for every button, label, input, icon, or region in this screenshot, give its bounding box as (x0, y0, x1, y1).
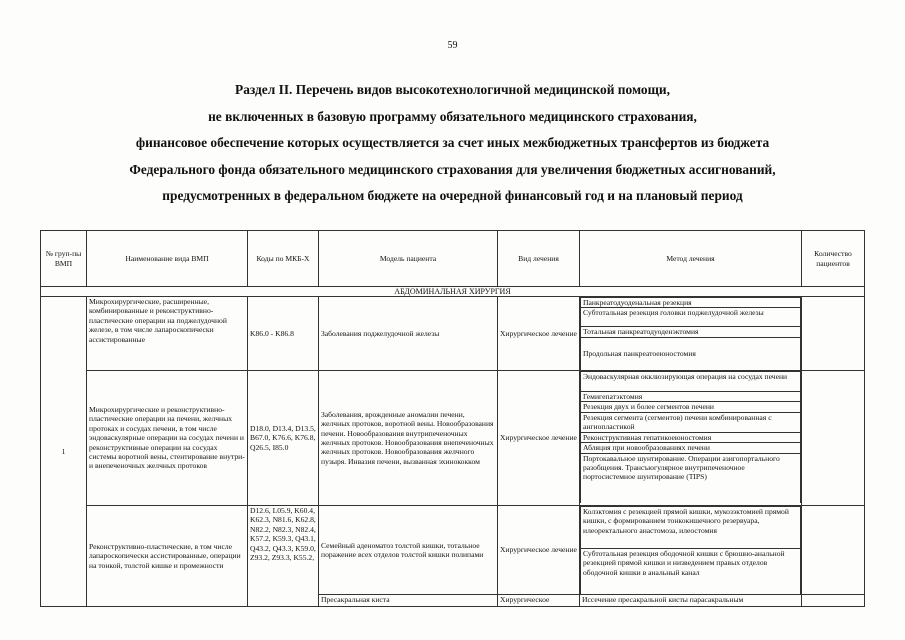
method-cell: Иссечение пресакральной кисты парасакральным (580, 595, 802, 607)
method-cell (580, 297, 802, 371)
table-row (41, 370, 865, 505)
treatment-type-cell: Хирургическое лечение (498, 297, 580, 371)
header-patient-count: Количество пациентов (802, 231, 865, 287)
method-item: Гемигепатэктомия (581, 391, 801, 401)
patient-count-cell (802, 505, 865, 595)
method-cell (580, 370, 802, 505)
method-item: Тотальная панкреатодуоденэктомия (581, 327, 801, 338)
document-title (0, 77, 905, 210)
method-item: Реконструктивная гепатикоеюностомия (581, 432, 801, 442)
vmp-name-cell: Реконструктивно-пластические, в том числе лапароскопически ассистированные, операции на тонкой, толстой кишке и промежности (87, 505, 248, 607)
title-line: не включенных в базовую программу обязательного медицинского страхования, (208, 108, 697, 124)
method-cell (580, 505, 802, 595)
patient-model-cell: Пресакральная киста (319, 595, 498, 607)
methods-list (580, 506, 801, 595)
icd-codes-cell: D12.6, L05.9, K60.4, K62.3, N81.6, K62.8, N82.2, N82.3, N82.4, K57.2, K59.3, Q43.1, Q43.2, Q43.3, K59.0, Z93.2, Z93.3, K55.2, (248, 505, 319, 607)
method-item: Резекция двух и более сегментов печени (581, 402, 801, 412)
header-icd-codes: Коды по МКБ-Х (248, 231, 319, 287)
patient-count-cell (802, 297, 865, 371)
vmp-table (40, 230, 865, 607)
patient-count-cell (802, 595, 865, 607)
page-number: 59 (447, 40, 458, 51)
method-item: Резекция сегмента (сегментов) печени комбинированная с ангиопластикой (581, 412, 801, 432)
treatment-type-cell: Хирургическое лечение (498, 505, 580, 595)
header-group-no: № груп-пы ВМП (41, 231, 87, 287)
table-row (41, 297, 865, 371)
patient-model-cell: Заболевания, врожденные аномалии печени, желчных протоков, воротной вены. Новообразования печени. Новообразования внутрипеченочных желчных протоков. Новообразования внепеченочных желчных протоков. Новообразования желчного пузыря. Инвазия печени, вызванная эхинококком (319, 370, 498, 505)
section-title: АБДОМИНАЛЬНАЯ ХИРУРГИЯ (41, 287, 865, 297)
patient-model-cell: Заболевания поджелудочной железы (319, 297, 498, 371)
title-line: предусмотренных в федеральном бюджете на очередной финансовый год и на плановый период (162, 188, 743, 203)
method-item: Панкреатодуоденальная резекция (581, 298, 801, 308)
method-item: Продольная панкреатоеюностомия (581, 338, 801, 370)
method-item: Эндоваскулярная окклюзирующая операция на сосудах печени (581, 371, 801, 391)
group-number: 1 (41, 297, 87, 607)
title-line: Раздел II. Перечень видов высокотехнологичной медицинской помощи, (235, 82, 670, 97)
treatment-type-cell: Хирургическое (498, 595, 580, 607)
icd-codes-cell: K86.0 - K86.8 (248, 297, 319, 371)
header-vmp-name: Наименование вида ВМП (87, 231, 248, 287)
treatment-type-cell: Хирургическое лечение (498, 370, 580, 505)
icd-codes-cell: D18.0, D13.4, D13.5, B67.0, K76.6, K76.8, Q26.5, I85.0 (248, 370, 319, 505)
method-item: Портокавальное шунтирование. Операции азигопортального разобщения. Трансъюгулярное внутрипеченочное портосистемное шунтирование (TIPS) (581, 453, 801, 503)
title-line: Федерального фонда обязательного медицинского страхования для увеличения бюджетных ассигнований, (129, 161, 776, 177)
header-treatment-type: Вид лечения (498, 231, 580, 287)
table-header-row (41, 231, 865, 287)
method-item: Субтотальная резекция головки поджелудочной железы (581, 308, 801, 327)
vmp-name-cell: Микрохирургические, расширенные, комбинированные и реконструктивно-пластические операции на поджелудочной железе, в том числе лапароскопически ассистированные (87, 297, 248, 371)
vmp-name-cell: Микрохирургические и реконструктивно-пластические операции на печени, желчных протоках и сосудах печени, в том числе эндоваскулярные операции на сосудах печени и реконструктивные операции на сосудах системы воротной вены, стентирование внутри- и внепеченочных желчных протоков (87, 370, 248, 505)
section-row (41, 287, 865, 297)
methods-list (580, 297, 801, 370)
patient-model-cell: Семейный аденоматоз толстой кишки, тотальное поражение всех отделов толстой кишки полипами (319, 505, 498, 595)
methods-list (580, 371, 801, 503)
method-item: Абляция при новообразованиях печени (581, 443, 801, 453)
patient-count-cell (802, 370, 865, 505)
header-method: Метод лечения (580, 231, 802, 287)
method-item: Субтотальная резекция ободочной кишки с брюшно-анальной резекцией прямой кишки и низведением правых отделов ободочной кишки в анальный канал (581, 548, 801, 594)
title-line: финансовое обеспечение которых осуществляется за счет иных межбюджетных трансфертов из бюджета (135, 135, 770, 150)
table-row (41, 505, 865, 595)
header-patient-model: Модель пациента (319, 231, 498, 287)
method-item: Колэктомия с резекцией прямой кишки, мукозэктомией прямой кишки, с формированием тонкокишечного резервуара, илеоректального анастомоза, илеостомия (581, 506, 801, 548)
